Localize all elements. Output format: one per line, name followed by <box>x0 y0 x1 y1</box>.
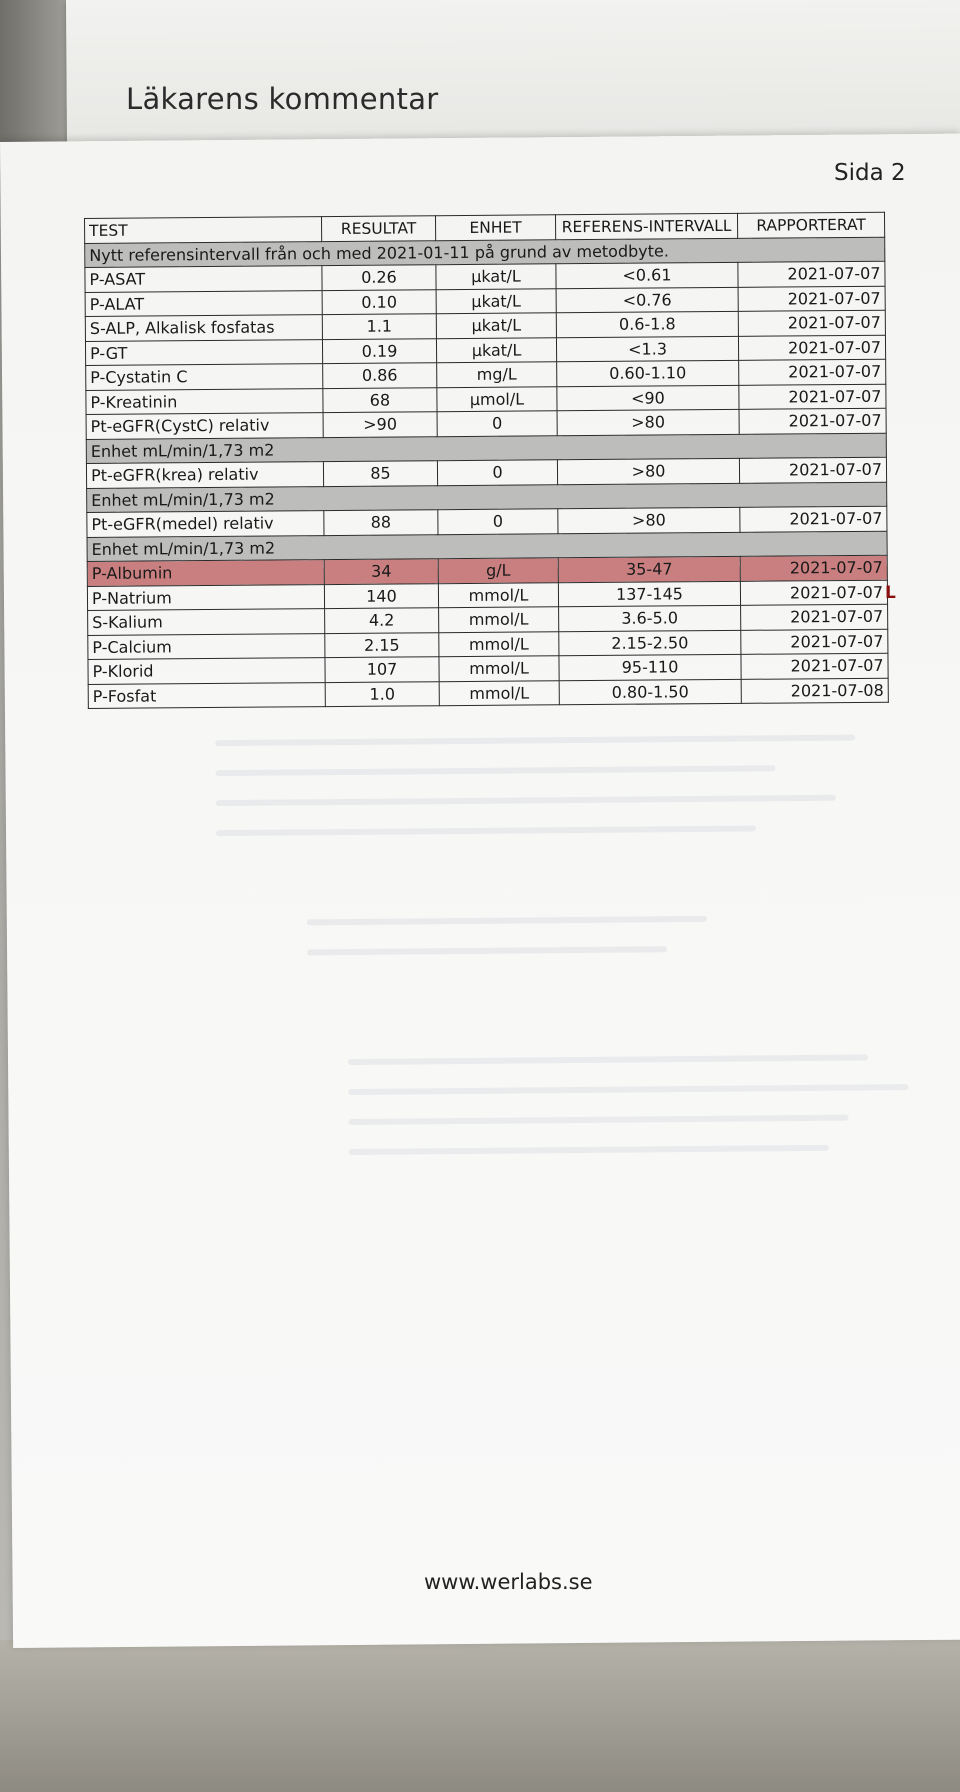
show-through-line <box>348 1054 868 1065</box>
cell-unit: µkat/L <box>436 264 556 289</box>
cell-unit: mmol/L <box>438 582 558 607</box>
cell-test: P-GT <box>85 339 322 365</box>
cell-reference: 0.6-1.8 <box>556 311 738 337</box>
cell-unit: 0 <box>437 460 557 485</box>
cell-test: P-Albumin <box>87 560 324 586</box>
cell-test: P-Klorid <box>88 658 325 684</box>
cell-unit: 0 <box>437 411 557 436</box>
note-text: Enhet mL/min/1,73 m2 <box>86 433 886 464</box>
header-test: TEST <box>85 217 322 243</box>
cell-result: 4.2 <box>325 608 439 633</box>
cell-unit: mmol/L <box>439 631 559 656</box>
cell-reported: 2021-07-07 <box>741 629 888 655</box>
cell-reported: 2021-07-07 <box>738 310 885 336</box>
cell-result: 140 <box>324 583 438 608</box>
cell-unit: mg/L <box>437 362 557 387</box>
background-cloth <box>0 1640 960 1792</box>
cell-unit: mmol/L <box>439 607 559 632</box>
low-flag-marker: L <box>885 583 896 603</box>
cell-reference: 2.15-2.50 <box>559 630 741 656</box>
header-reported: RAPPORTERAT <box>737 212 884 238</box>
cell-reference: <90 <box>557 385 739 411</box>
cell-reference: 0.80-1.50 <box>559 679 741 705</box>
cell-result: 0.19 <box>322 338 436 363</box>
header-reference: REFERENS-INTERVALL <box>555 213 737 239</box>
show-through-line <box>215 765 775 776</box>
show-through-line <box>216 795 836 806</box>
cell-result: 107 <box>325 657 439 682</box>
cell-reported: 2021-07-07 <box>740 580 887 606</box>
cell-reported: 2021-07-07 <box>741 653 888 679</box>
cell-reference: 137-145 <box>558 581 740 607</box>
cell-reported: 2021-07-07 <box>739 457 886 483</box>
cell-test: P-Fosfat <box>88 682 325 708</box>
cell-result: 85 <box>323 461 437 486</box>
cell-test: Pt-eGFR(CystC) relativ <box>86 413 323 439</box>
show-through-line <box>307 946 667 955</box>
cell-result: 1.0 <box>325 681 439 706</box>
cell-unit: µkat/L <box>436 337 556 362</box>
show-through-line <box>307 916 707 925</box>
show-through-line <box>349 1115 849 1125</box>
show-through-line <box>349 1145 829 1155</box>
note-text: Nytt referensintervall från och med 2021-01-11 på grund av metodbyte. <box>85 237 885 268</box>
cell-reported: 2021-07-07 <box>741 604 888 630</box>
cell-result: 1.1 <box>322 314 436 339</box>
cell-unit: µkat/L <box>436 288 556 313</box>
cell-test: Pt-eGFR(krea) relativ <box>86 462 323 488</box>
cell-result: 88 <box>324 510 438 535</box>
lab-results-table <box>84 212 889 709</box>
cell-test: P-Calcium <box>88 633 325 659</box>
cell-unit: mmol/L <box>439 656 559 681</box>
cell-unit: g/L <box>438 558 558 583</box>
cell-unit: mmol/L <box>439 680 559 705</box>
cell-reference: 0.60-1.10 <box>557 360 739 386</box>
cell-test: S-ALP, Alkalisk fosfatas <box>85 315 322 341</box>
cell-reference: >80 <box>557 458 739 484</box>
cell-result: 0.10 <box>322 289 436 314</box>
cell-reference: >80 <box>558 507 740 533</box>
cell-reported: 2021-07-07 <box>739 384 886 410</box>
page-number: Sida 2 <box>834 160 906 186</box>
footer-url: www.werlabs.se <box>424 1570 593 1594</box>
cell-unit: µmol/L <box>437 386 557 411</box>
cell-reported: 2021-07-07 <box>740 555 887 581</box>
show-through-line <box>216 825 756 836</box>
table-body <box>85 237 889 709</box>
cell-reference: 95-110 <box>559 654 741 680</box>
cell-test: P-ALAT <box>85 290 322 316</box>
cell-reference: >80 <box>557 409 739 435</box>
cell-reported: 2021-07-07 <box>739 408 886 434</box>
cell-result: >90 <box>323 412 437 437</box>
cell-result: 0.26 <box>322 265 436 290</box>
cell-test: P-Natrium <box>87 584 324 610</box>
cell-reference: <0.61 <box>556 262 738 288</box>
cell-reported: 2021-07-07 <box>739 359 886 385</box>
cell-test: Pt-eGFR(medel) relativ <box>87 511 324 537</box>
cell-reference: 35-47 <box>558 556 740 582</box>
header-result: RESULTAT <box>321 216 435 241</box>
cell-result: 2.15 <box>325 632 439 657</box>
cell-test: S-Kalium <box>88 609 325 635</box>
cell-result: 34 <box>324 559 438 584</box>
cell-test: P-ASAT <box>85 266 322 292</box>
note-text: Enhet mL/min/1,73 m2 <box>87 482 887 513</box>
cell-test: P-Kreatinin <box>86 388 323 414</box>
show-through-line <box>348 1084 908 1095</box>
cell-result: 0.86 <box>323 363 437 388</box>
cell-reference: <0.76 <box>556 287 738 313</box>
cell-unit: 0 <box>438 509 558 534</box>
header-unit: ENHET <box>435 215 555 240</box>
cell-unit: µkat/L <box>436 313 556 338</box>
cell-result: 68 <box>323 387 437 412</box>
cell-reported: 2021-07-07 <box>738 286 885 312</box>
cell-reported: 2021-07-07 <box>738 335 885 361</box>
back-sheet-title: Läkarens kommentar <box>126 82 439 116</box>
note-text: Enhet mL/min/1,73 m2 <box>87 531 887 562</box>
show-through-line <box>215 735 855 747</box>
cell-reference: <1.3 <box>556 336 738 362</box>
cell-reported: 2021-07-07 <box>740 506 887 532</box>
cell-reported: 2021-07-07 <box>738 261 885 287</box>
cell-reference: 3.6-5.0 <box>559 605 741 631</box>
cell-test: P-Cystatin C <box>86 364 323 390</box>
cell-reported: 2021-07-08 <box>741 678 888 704</box>
